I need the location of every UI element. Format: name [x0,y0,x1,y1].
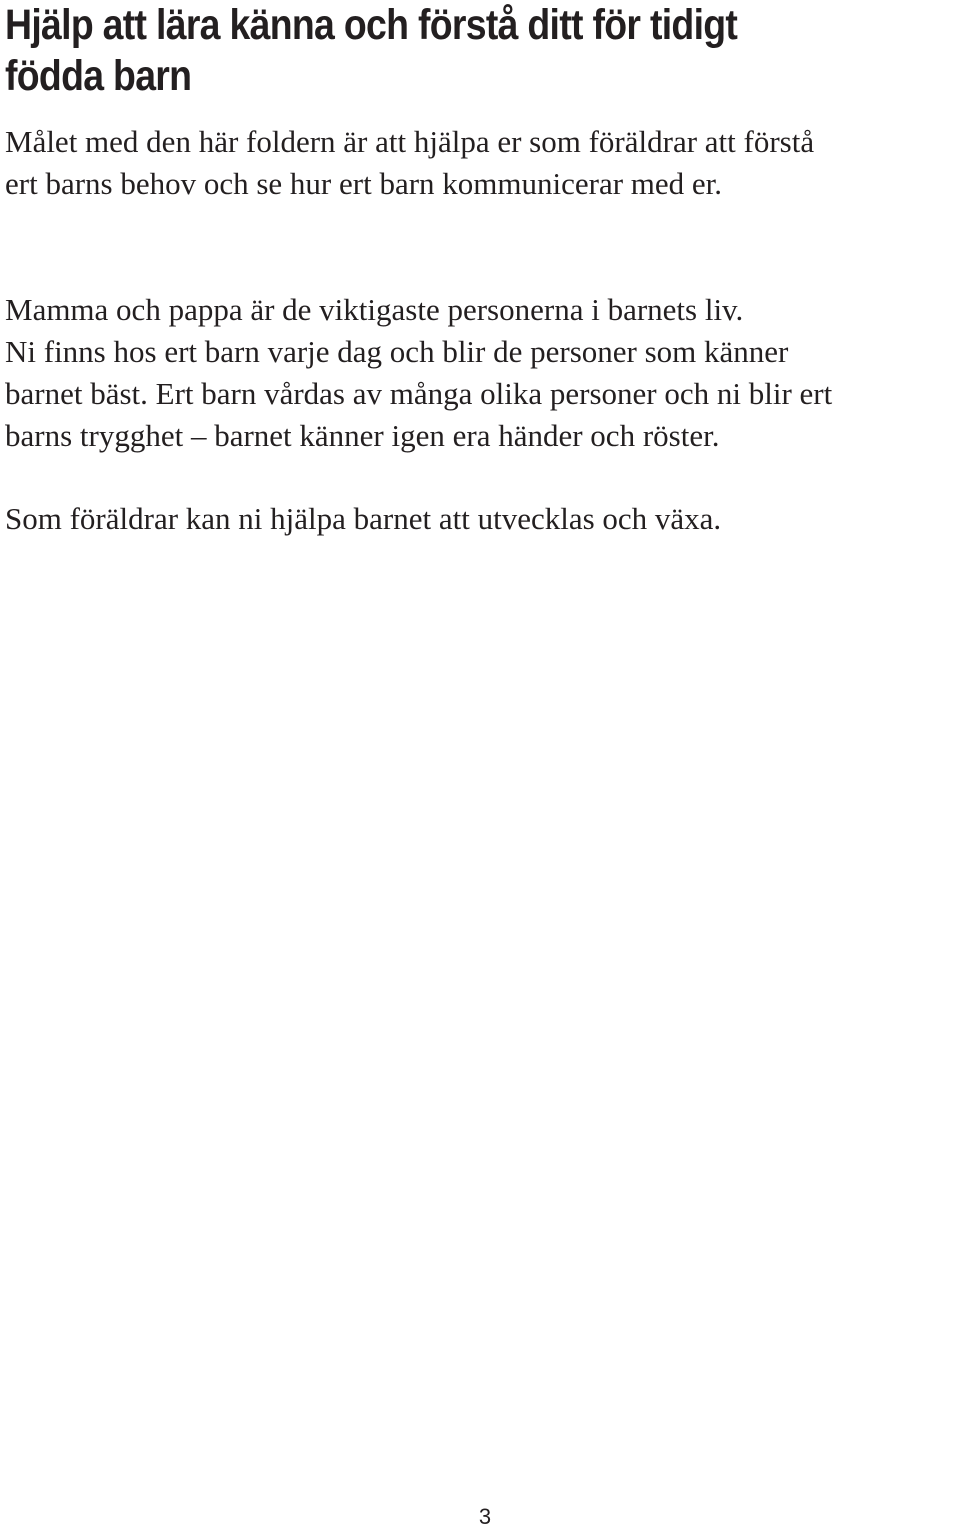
paragraph-line: ert barns behov och se hur ert barn kommunicerar med er. [5,166,723,201]
paragraph-line: barnet bäst. Ert barn vårdas av många olika personer och ni blir ert [5,376,833,411]
page-number: 3 [478,1504,492,1529]
paragraph-line: barns trygghet – barnet känner igen era händer och röster. [5,418,720,453]
paragraph-line: Målet med den här foldern är att hjälpa er som föräldrar att förstå [5,124,815,159]
paragraph-line: Mamma och pappa är de viktigaste personerna i barnets liv. [5,292,744,327]
paragraph-line: Som föräldrar kan ni hjälpa barnet att utvecklas och växa. [5,501,722,536]
page-title [5,0,955,102]
page-title-line-1: Hjälp att lära känna och förstå ditt för tidigt [5,1,738,49]
closing-paragraph [5,498,721,540]
paragraph-line: Ni finns hos ert barn varje dag och blir de personer som känner [5,334,789,369]
intro-paragraph [5,121,814,205]
parents-paragraph [5,289,832,457]
page-title-line-2: födda barn [5,52,192,100]
